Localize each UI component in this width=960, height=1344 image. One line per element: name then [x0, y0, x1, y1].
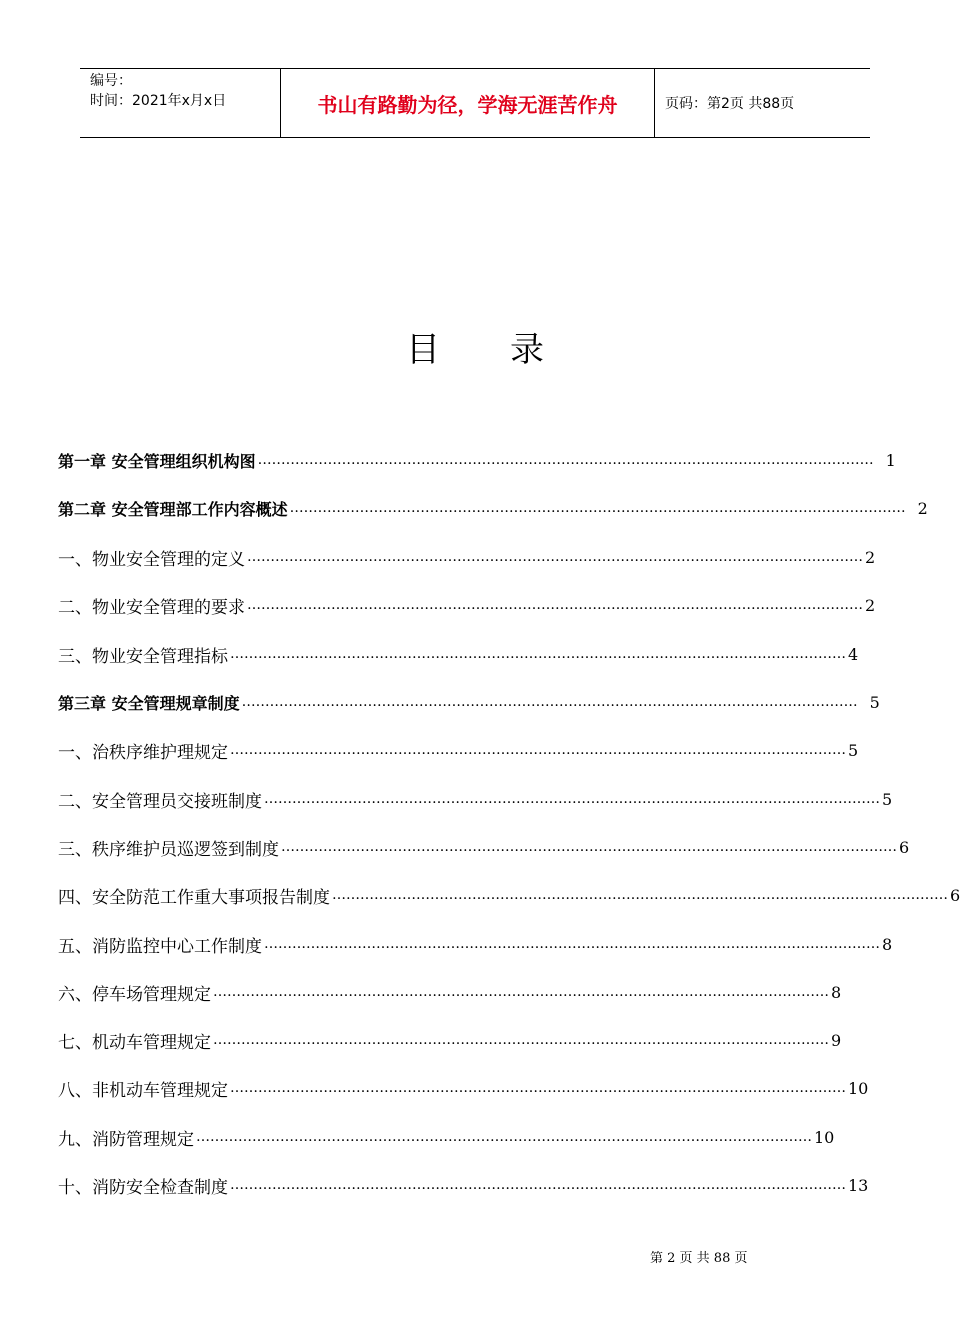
toc-leader: …………………………………………………………………………………………………………………… — [241, 694, 858, 710]
toc-leader: …………………………………………………………………………………………………………………… — [230, 742, 846, 758]
toc-entry-label: 四、安全防范工作重大事项报告制度 — [58, 887, 330, 908]
header-page-info: 页码：第2页 共88页 — [665, 96, 795, 112]
toc-entry[interactable] — [58, 834, 910, 860]
header-meta — [80, 69, 281, 137]
toc-entry-label: 十、消防安全检查制度 — [58, 1177, 228, 1198]
toc-entry-label: 二、物业安全管理的要求 — [58, 597, 245, 618]
toc-entry-label: 第二章 安全管理部工作内容概述 — [58, 499, 288, 519]
toc-entry-page: 1 — [885, 450, 896, 470]
toc-entry[interactable] — [58, 979, 842, 1005]
toc-entry-page: 2 — [865, 595, 876, 615]
toc-entry-page: 2 — [917, 498, 928, 518]
toc-leader: …………………………………………………………………………………………………………………… — [264, 791, 880, 807]
toc-leader: …………………………………………………………………………………………………………………… — [247, 549, 863, 565]
toc-entry-page: 5 — [882, 789, 893, 809]
toc-entry-label: 六、停车场管理规定 — [58, 984, 211, 1005]
toc-entry-label: 五、消防监控中心工作制度 — [58, 936, 262, 957]
toc-leader: …………………………………………………………………………………………………………………… — [264, 936, 880, 952]
toc-entry-page: 8 — [882, 934, 893, 954]
toc-title — [0, 322, 950, 371]
toc-entry[interactable] — [58, 931, 893, 957]
toc-entry[interactable] — [58, 882, 960, 908]
toc-entry-label: 第一章 安全管理组织机构图 — [58, 451, 256, 471]
toc-entry-page: 4 — [848, 644, 859, 664]
toc-leader: …………………………………………………………………………………………………………………… — [230, 646, 846, 662]
toc-entry[interactable] — [58, 1172, 869, 1198]
toc-entry[interactable] — [58, 447, 896, 473]
toc-entry-page: 6 — [899, 837, 910, 857]
toc-leader: …………………………………………………………………………………………………………………… — [230, 1080, 846, 1096]
toc-entry[interactable] — [58, 1075, 869, 1101]
toc-entry[interactable] — [58, 786, 893, 812]
toc-entry-page: 2 — [865, 547, 876, 567]
toc-entry-label: 二、安全管理员交接班制度 — [58, 791, 262, 812]
toc-entry[interactable] — [58, 544, 876, 570]
toc-entry-label: 三、秩序维护员巡逻签到制度 — [58, 839, 279, 860]
toc-entry[interactable] — [58, 1124, 835, 1150]
document-date: 时间：2021年x月x日 — [90, 93, 227, 109]
toc-leader: …………………………………………………………………………………………………………………… — [213, 1032, 829, 1048]
toc-entry[interactable] — [58, 495, 928, 521]
toc-title-char-1: 目 — [406, 330, 440, 370]
toc-entry-page: 8 — [831, 982, 842, 1002]
toc-entry-page: 9 — [831, 1030, 842, 1050]
toc-entry-label: 第三章 安全管理规章制度 — [58, 693, 240, 713]
toc-entry-label: 一、治秩序维护理规定 — [58, 742, 228, 763]
toc-leader: …………………………………………………………………………………………………………………… — [213, 984, 829, 1000]
toc-entry[interactable] — [58, 1027, 842, 1053]
toc-entry[interactable] — [58, 737, 859, 763]
toc-entry[interactable] — [58, 641, 859, 667]
toc-entry-label: 九、消防管理规定 — [58, 1129, 194, 1150]
toc-leader: …………………………………………………………………………………………………………………… — [289, 500, 906, 516]
toc-leader: …………………………………………………………………………………………………………………… — [332, 887, 948, 903]
header-motto: 书山有路勤为径，学海无涯苦作舟 — [281, 69, 655, 137]
page-header — [80, 68, 870, 138]
toc-title-char-2: 录 — [510, 330, 544, 370]
toc-entry[interactable] — [58, 689, 880, 715]
toc-entry-label: 八、非机动车管理规定 — [58, 1080, 228, 1101]
toc-entry-label: 七、机动车管理规定 — [58, 1032, 211, 1053]
toc-entry-page: 5 — [848, 740, 859, 760]
toc-leader: …………………………………………………………………………………………………………………… — [230, 1177, 846, 1193]
toc-leader: …………………………………………………………………………………………………………………… — [196, 1129, 812, 1145]
toc-entry-page: 10 — [814, 1127, 835, 1147]
toc-entry-page: 6 — [950, 885, 960, 905]
toc-entry[interactable] — [58, 592, 876, 618]
document-number: 编号： — [90, 73, 132, 89]
toc-entry-page: 5 — [869, 692, 880, 712]
page-footer: 第 2 页 共 88 页 — [650, 1251, 748, 1266]
toc-leader: …………………………………………………………………………………………………………………… — [281, 839, 897, 855]
toc-leader: …………………………………………………………………………………………………………………… — [257, 452, 874, 468]
toc-entry-page: 10 — [848, 1078, 869, 1098]
toc-leader: …………………………………………………………………………………………………………………… — [247, 597, 863, 613]
toc-entry-label: 一、物业安全管理的定义 — [58, 549, 245, 570]
toc-entry-label: 三、物业安全管理指标 — [58, 646, 228, 667]
toc-entry-page: 13 — [848, 1175, 869, 1195]
